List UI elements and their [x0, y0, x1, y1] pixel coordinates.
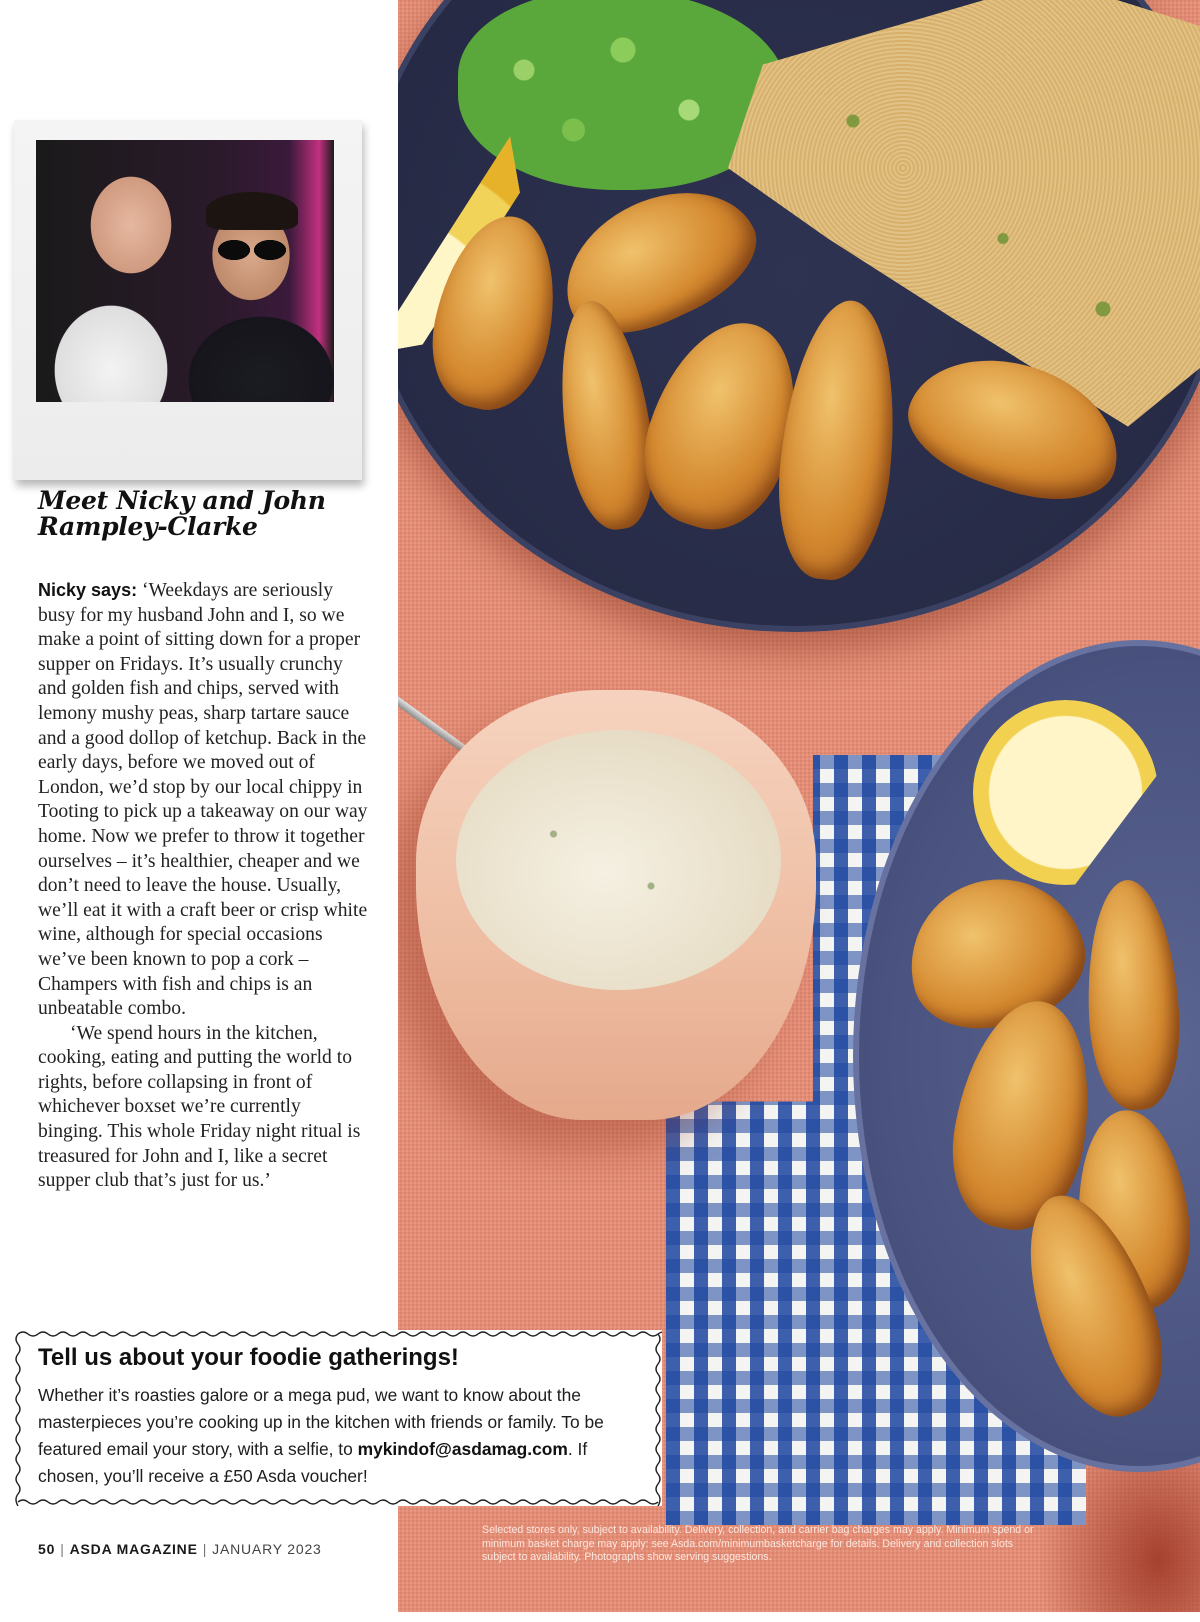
sunglasses	[216, 240, 288, 260]
polaroid-frame	[14, 120, 362, 480]
callout-box	[14, 1330, 662, 1506]
publication-name: ASDA MAGAZINE	[69, 1541, 198, 1557]
paragraph-1-text: ‘Weekdays are seriously busy for my husband John and I, so we make a point of sitting down for a proper supper on Fridays. It’s usually crunchy and golden fish and chips, served with lemony mushy peas, sharp tartare sauce and a good dollop of ketchup. Back in the early days, before we moved out of London, we’d stop by our local chippy in Tooting to pick up a takeaway on our way home. Now we prefer to throw it together ourselves – it’s healthier, cheaper and we don’t need to leave the house. Usually, we’ll eat it with a craft beer or crisp white wine, although for special occasions we’ve been known to pop a cork – Champers with fish and chips is an unbeatable combo.	[38, 580, 368, 1020]
callout-body	[38, 1382, 648, 1490]
folio-separator: |	[202, 1541, 208, 1557]
speaker-label: Nicky says:	[38, 580, 138, 600]
legal-disclaimer: Selected stores only, subject to availability. Delivery, collection, and carrier bag charges may apply. Minimum spend or minimum basket charge may apply: see Asda.com/minimumbasketcharge for details. Delivery and collection slots subject to availability. Photographs show serving suggestions.	[482, 1524, 1034, 1563]
article-body	[38, 578, 368, 1194]
tartare-bowl	[416, 690, 816, 1120]
callout-text-after: . If chosen, you’ll receive a £50 Asda voucher!	[38, 1439, 588, 1486]
article-paragraph-1	[38, 578, 368, 1022]
folio-separator: |	[60, 1541, 65, 1557]
issue-date: JANUARY 2023	[212, 1541, 322, 1557]
couple-selfie-photo	[36, 140, 334, 402]
hair	[206, 192, 298, 230]
page-folio	[38, 1541, 322, 1557]
article-paragraph-2: ‘We spend hours in the kitchen, cooking, eating and putting the world to rights, before collapsing in front of whichever boxset we’re currently binging. This whole Friday night ritual is treasured for John and I, like a secret supper club that’s just for us.’	[38, 1022, 361, 1192]
article-headline: Meet Nicky and John Rampley-Clarke	[38, 486, 326, 541]
page-number: 50	[38, 1541, 56, 1557]
contact-email-link[interactable]: mykindof@asdamag.com	[357, 1439, 568, 1459]
tartare-sauce	[456, 730, 781, 990]
callout-title: Tell us about your foodie gatherings!	[38, 1344, 459, 1371]
callout-text-before: Whether it’s roasties galore or a mega pud, we want to know about the masterpieces you’re cooking up in the kitchen with friends or family. To be featured email your story, with a selfie, to	[38, 1385, 604, 1459]
